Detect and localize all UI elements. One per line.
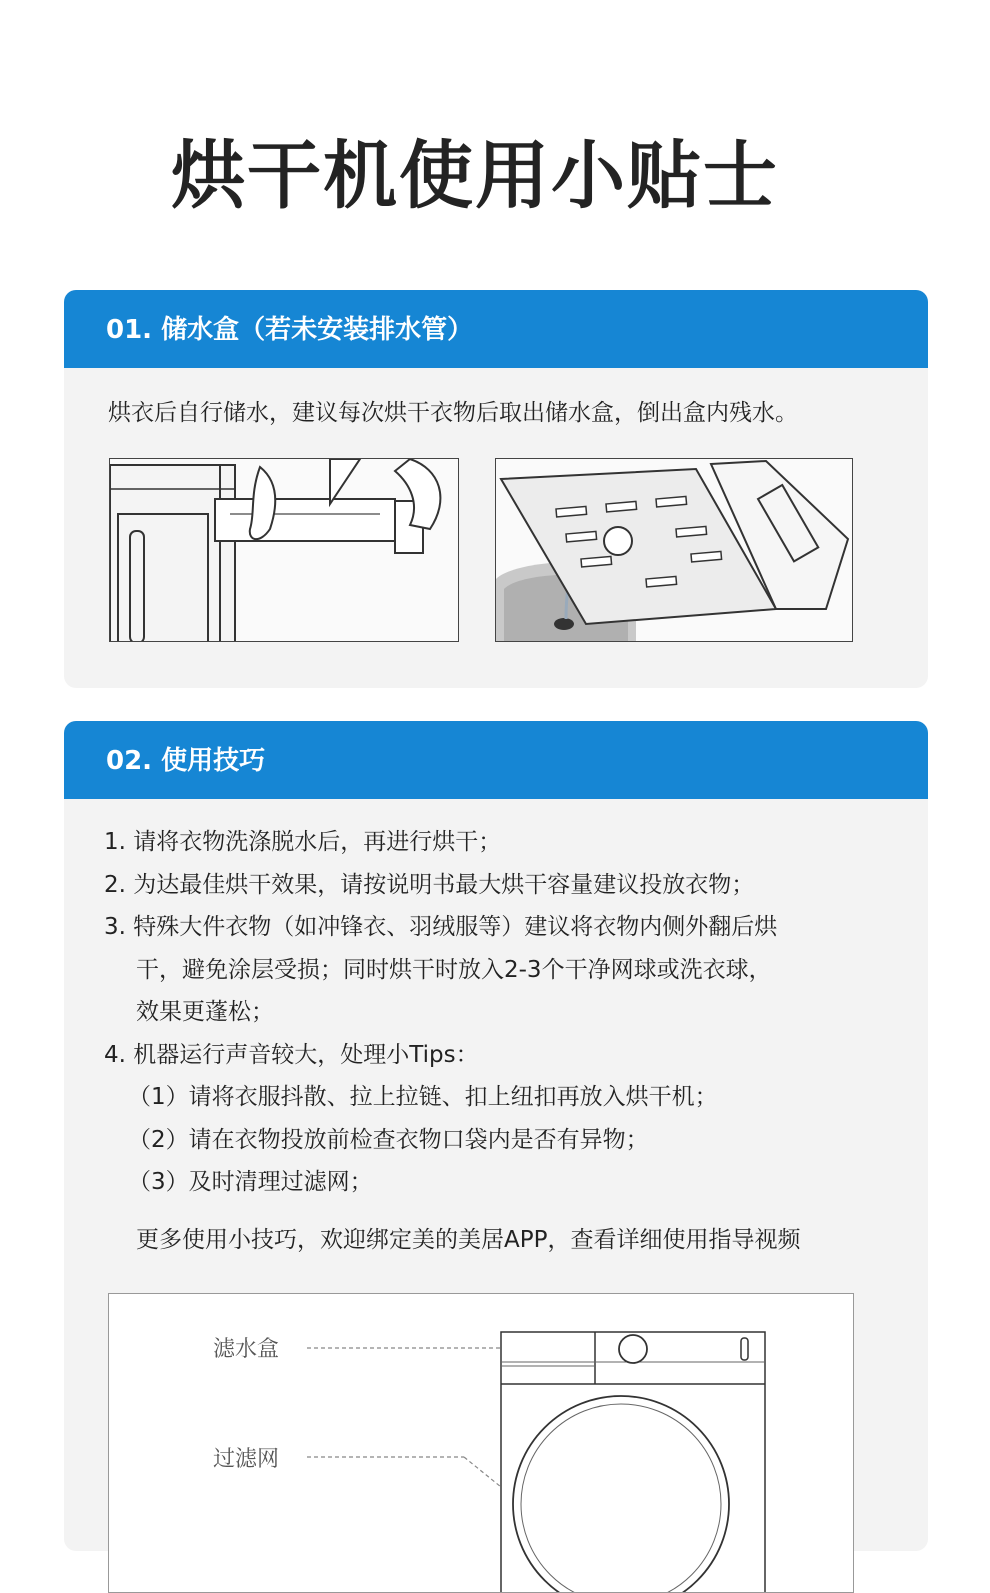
tips-list [104,821,904,1204]
section-usage-tips [64,721,928,1551]
label-water-box: 滤水盒 [213,1337,280,1362]
tip-line: 2. 为达最佳烘干效果，请按说明书最大烘干容量建议投放衣物； [104,871,755,898]
water-box-pouring-photo [495,458,853,642]
dryer-parts-diagram [108,1293,854,1593]
section-lead-text: 烘衣后自行储水，建议每次烘干衣物后取出储水盒，倒出盒内残水。 [108,400,798,426]
tip-line: 干，避免涂层受损；同时烘干时放入2-3个干净网球或洗衣球， [136,956,772,983]
tip-line: 3. 特殊大件衣物（如冲锋衣、羽绒服等）建议将衣物内侧外翻后烘 [104,914,778,940]
tip-line: （1）请将衣服抖散、拉上拉链、扣上纽扣再放入烘干机； [128,1084,718,1110]
section-header: 01. 储水盒（若未安装排水管） [64,290,928,368]
label-filter: 过滤网 [213,1447,280,1472]
tip-line: 1. 请将衣物洗涤脱水后，再进行烘干； [104,829,502,855]
tip-line: （2）请在衣物投放前检查衣物口袋内是否有异物； [128,1126,649,1153]
water-box-removal-photo [109,458,459,642]
page-title: 烘干机使用小贴士 [171,133,779,219]
app-note: 更多使用小技巧，欢迎绑定美的美居APP，查看详细使用指导视频 [136,1227,801,1253]
section-header: 02. 使用技巧 [64,721,928,799]
section-water-box [64,290,928,688]
tip-line: 4. 机器运行声音较大，处理小Tips： [104,1041,479,1068]
tip-line: （3）及时清理过滤网； [128,1169,373,1195]
tip-line: 效果更蓬松； [136,999,274,1025]
